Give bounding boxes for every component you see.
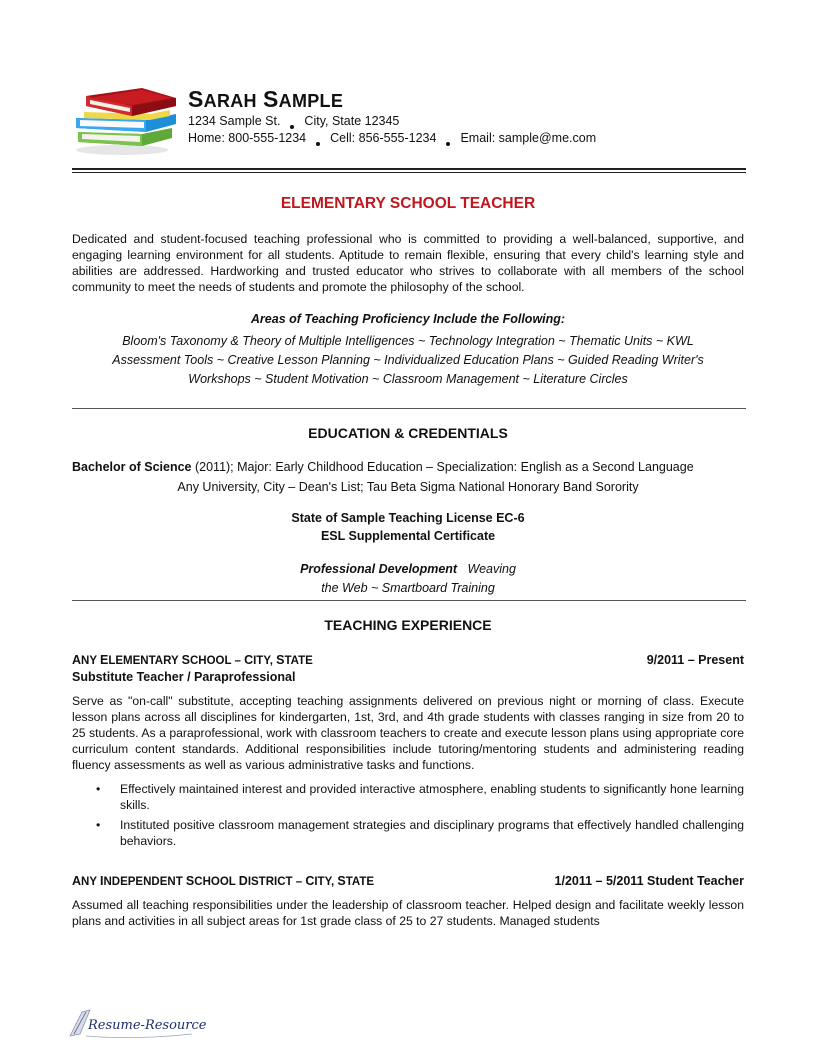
experience-heading: TEACHING EXPERIENCE	[324, 617, 492, 633]
certificate-line: ESL Supplemental Certificate	[320, 529, 496, 543]
license-line: State of Sample Teaching License EC-6	[291, 511, 525, 525]
areas-list-line-1: Bloom's Taxonomy & Theory of Multiple Intelligences ~ Technology Integration ~ Thematic Units ~ KWL	[122, 334, 694, 348]
home-phone: Home: 800-555-1234	[188, 131, 307, 145]
job1-employer: ANY ELEMENTARY SCHOOL – CITY, STATE	[72, 653, 313, 667]
job2-summary: Assumed all teaching responsibilities under the leadership of classroom teacher. Helped design and facilitate weekly lesson plans and activities in all subject areas for 1st grade class of 25 to 27 students. Managed students	[72, 898, 744, 928]
degree-name: Bachelor of Science	[72, 460, 192, 474]
cell-phone: Cell: 856-555-1234	[330, 131, 437, 145]
areas-list-line-2: Assessment Tools ~ Creative Lesson Planning ~ Individualized Education Plans ~ Guided Reading Writer's	[112, 353, 704, 367]
degree-line	[72, 458, 744, 477]
pd-item-2: the Web ~ Smartboard Training	[321, 581, 495, 595]
candidate-name: SARAH SAMPLE	[188, 86, 344, 112]
address-line	[188, 114, 399, 129]
job1-dates: 9/2011 – Present	[646, 653, 744, 667]
pd-item-1: Weaving	[467, 562, 516, 576]
separator-dot	[316, 142, 320, 146]
job2-employer: ANY INDEPENDENT SCHOOL DISTRICT – CITY, STATE	[72, 874, 375, 888]
street-address: 1234 Sample St.	[188, 114, 281, 128]
list-item: • Instituted positive classroom management strategies and disciplinary programs that effectively handled challenging behaviors.	[96, 818, 744, 848]
phone-email-line	[188, 131, 596, 146]
separator-dot	[290, 125, 294, 129]
separator-dot	[446, 142, 450, 146]
city-state: City, State 12345	[304, 114, 400, 128]
job1-role: Substitute Teacher / Paraprofessional	[72, 670, 296, 684]
section-divider	[72, 408, 746, 409]
list-item: • Effectively maintained interest and provided interactive atmosphere, enabling students to significantly hone learning skills.	[96, 782, 744, 812]
email-address[interactable]: Email: sample@me.com	[460, 131, 597, 145]
profile-summary: Dedicated and student-focused teaching professional who is committed to providing a well-balanced, supportive, and engaging learning environment for all students. Aptitude to remain flexible, ensuring that every child's learning style and abilities are addressed. Hardworking and trusted educator who strives to collaborate with all members of the school community to meet the needs of students and promote the philosophy of the school.	[72, 232, 744, 294]
section-divider	[72, 600, 746, 601]
professional-development-line	[72, 560, 744, 579]
areas-list-line-3: Workshops ~ Student Motivation ~ Classroom Management ~ Literature Circles	[188, 372, 628, 386]
education-heading: EDUCATION & CREDENTIALS	[308, 425, 508, 441]
degree-detail: (2011); Major: Early Childhood Education – Specialization: English as a Second Language	[191, 460, 694, 474]
header-divider	[72, 168, 746, 173]
brand-logo-text: Resume-Resource	[88, 1018, 207, 1033]
areas-heading: Areas of Teaching Proficiency Include the Following:	[250, 312, 566, 326]
job1-summary: Serve as "on-call" substitute, accepting teaching assignments delivered on previous night or morning of class. Execute lesson plans across all disciplines for kindergarten, 1st, 3rd, and 4th grade students with classes ranging in size from 20 to 25 students. As a paraprofessional, work with classroom teachers to create and execute lesson plans using appropriate core curriculum content standards. Additional responsibilities include tutoring/mentoring students and administering reading fluency assessments as well as various administrative tasks and functions.	[72, 694, 744, 772]
job1-achievements	[72, 781, 744, 853]
books-icon	[72, 84, 182, 156]
pd-label: Professional Development	[300, 562, 458, 576]
job2-dates: 1/2011 – 5/2011 Student Teacher	[554, 874, 744, 888]
school-line: Any University, City – Dean's List; Tau Beta Sigma National Honorary Band Sorority	[177, 480, 639, 494]
job-title: ELEMENTARY SCHOOL TEACHER	[280, 195, 536, 212]
